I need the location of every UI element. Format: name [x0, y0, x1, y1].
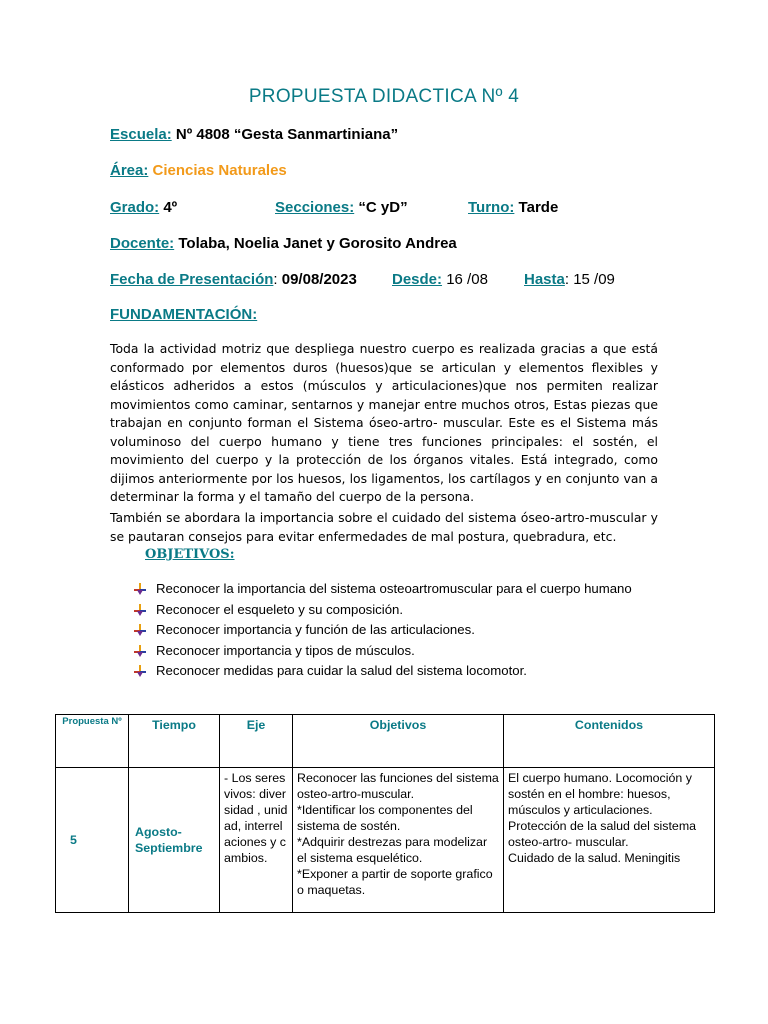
- header-contenidos: Contenidos: [504, 715, 715, 768]
- cell-propuesta: 5: [56, 768, 129, 913]
- objetivo-item: [134, 661, 654, 681]
- objetivo-text: Reconocer importancia y tipos de músculos.: [156, 642, 415, 658]
- objetivo-line: *Adquirir destrezas para modelizar el sistema esquelético.: [297, 835, 488, 865]
- table-row: [56, 768, 715, 913]
- hasta-label: Hasta: [524, 271, 565, 288]
- escuela-value: Nº 4808 “Gesta Sanmartiniana”: [175, 126, 399, 143]
- objetivo-text: Reconocer el esqueleto y su composición.: [156, 601, 404, 617]
- header-tiempo: Tiempo: [129, 715, 220, 768]
- objetivo-item: [134, 600, 654, 620]
- objetivos-heading: OBJETIVOS:: [145, 547, 235, 562]
- contenido-line: Protección de la salud del sistema osteo-artro- muscular.: [508, 819, 697, 849]
- fundamentacion-paragraph-2: También se abordara la importancia sobre el cuidado del sistema óseo-artro-muscular y se pautaran consejos para evitar enfermedades de mal postura, quebradura, etc.: [110, 510, 658, 544]
- grado-label: Grado:: [110, 199, 160, 216]
- colored-arrow-bullet-icon: [134, 583, 146, 595]
- fundamentacion-paragraph-1: Toda la actividad motriz que despliega nuestro cuerpo es realizada gracias a que está conformado por elementos duros (huesos)que se articulan y elementos flexibles y elásticos adheridos a estos (músculos y articulaciones)que nos permiten realizar movimientos como caminar, sentarnos y manejar entre muchos otros, Estas piezas que trabajan en conjunto forman el Sistema óseo-artro- muscular. Este es el Sistema más voluminoso del cuerpo humano y tiene tres funciones principales: el sostén, el movimiento del cuerpo y la protección de los órganos vitales. Está integrado, como dijimos anteriormente por los huesos, los ligamentos, los cartílagos y en conjunto van a determinar la forma y el tamaño del cuerpo de la persona.: [110, 341, 658, 504]
- table-header-row: [56, 715, 715, 768]
- docente-value: Tolaba, Noelia Janet y Gorosito Andrea: [178, 235, 457, 252]
- objetivos-list: [134, 579, 654, 682]
- fecha-field: [110, 271, 357, 288]
- objetivo-text: Reconocer medidas para cuidar la salud del sistema locomotor.: [156, 663, 527, 678]
- contenido-line: Cuidado de la salud. Meningitis: [508, 851, 681, 865]
- area-line: [110, 162, 287, 179]
- fecha-sep: :: [273, 271, 278, 288]
- turno-label: Turno:: [468, 199, 515, 216]
- fecha-value: 09/08/2023: [281, 271, 357, 288]
- header-propuesta: Propuesta Nº: [56, 715, 129, 768]
- secciones-value: “C yD”: [358, 199, 408, 216]
- turno-field: [468, 199, 558, 216]
- fecha-label: Fecha de Presentación: [110, 271, 274, 288]
- grado-field: [110, 199, 177, 216]
- objetivo-item: [134, 620, 654, 640]
- header-eje: Eje: [220, 715, 293, 768]
- objetivo-text: Reconocer importancia y función de las articulaciones.: [156, 622, 475, 637]
- cell-tiempo: Agosto-Septiembre: [129, 768, 220, 913]
- header-objetivos: Objetivos: [293, 715, 504, 768]
- area-value: Ciencias Naturales: [152, 162, 287, 179]
- docente-label: Docente:: [110, 235, 175, 252]
- area-label: Área:: [110, 162, 149, 179]
- hasta-value: : 15 /09: [564, 271, 615, 288]
- objetivo-line: *Identificar los componentes del sistema de sostén.: [297, 803, 473, 833]
- secciones-label: Secciones:: [275, 199, 355, 216]
- cell-eje: - Los seres vivos: diversidad , unidad, interrelaciones y cambios.: [220, 768, 293, 913]
- objetivo-line: *Exponer a partir de soporte grafico o maquetas.: [297, 867, 493, 897]
- cell-contenidos: [504, 768, 715, 913]
- desde-label: Desde:: [392, 271, 443, 288]
- colored-arrow-bullet-icon: [134, 665, 146, 677]
- desde-field: [392, 271, 488, 288]
- document-title: PROPUESTA DIDACTICA Nº 4: [248, 86, 520, 107]
- fundamentacion-heading: FUNDAMENTACIÓN:: [110, 306, 258, 323]
- hasta-field: [524, 271, 615, 288]
- secciones-field: [275, 199, 408, 216]
- contenido-line: El cuerpo humano. Locomoción y sostén en el hombre: huesos, músculos y articulaciones.: [508, 771, 692, 817]
- objetivo-item: [134, 641, 654, 661]
- escuela-line: [110, 126, 398, 143]
- docente-line: [110, 235, 457, 252]
- turno-value: Tarde: [518, 199, 559, 216]
- plan-table: [55, 714, 715, 913]
- objetivo-line: Reconocer las funciones del sistema osteo-artro-muscular.: [297, 771, 499, 801]
- desde-value: 16 /08: [446, 271, 488, 288]
- cell-objetivos: [293, 768, 504, 913]
- escuela-label: Escuela:: [110, 126, 172, 143]
- objetivo-item: [134, 579, 654, 599]
- colored-arrow-bullet-icon: [134, 604, 146, 616]
- grado-value: 4º: [163, 199, 178, 216]
- objetivo-text: Reconocer la importancia del sistema osteoartromuscular para el cuerpo humano: [156, 581, 632, 596]
- colored-arrow-bullet-icon: [134, 624, 146, 636]
- colored-arrow-bullet-icon: [134, 645, 146, 657]
